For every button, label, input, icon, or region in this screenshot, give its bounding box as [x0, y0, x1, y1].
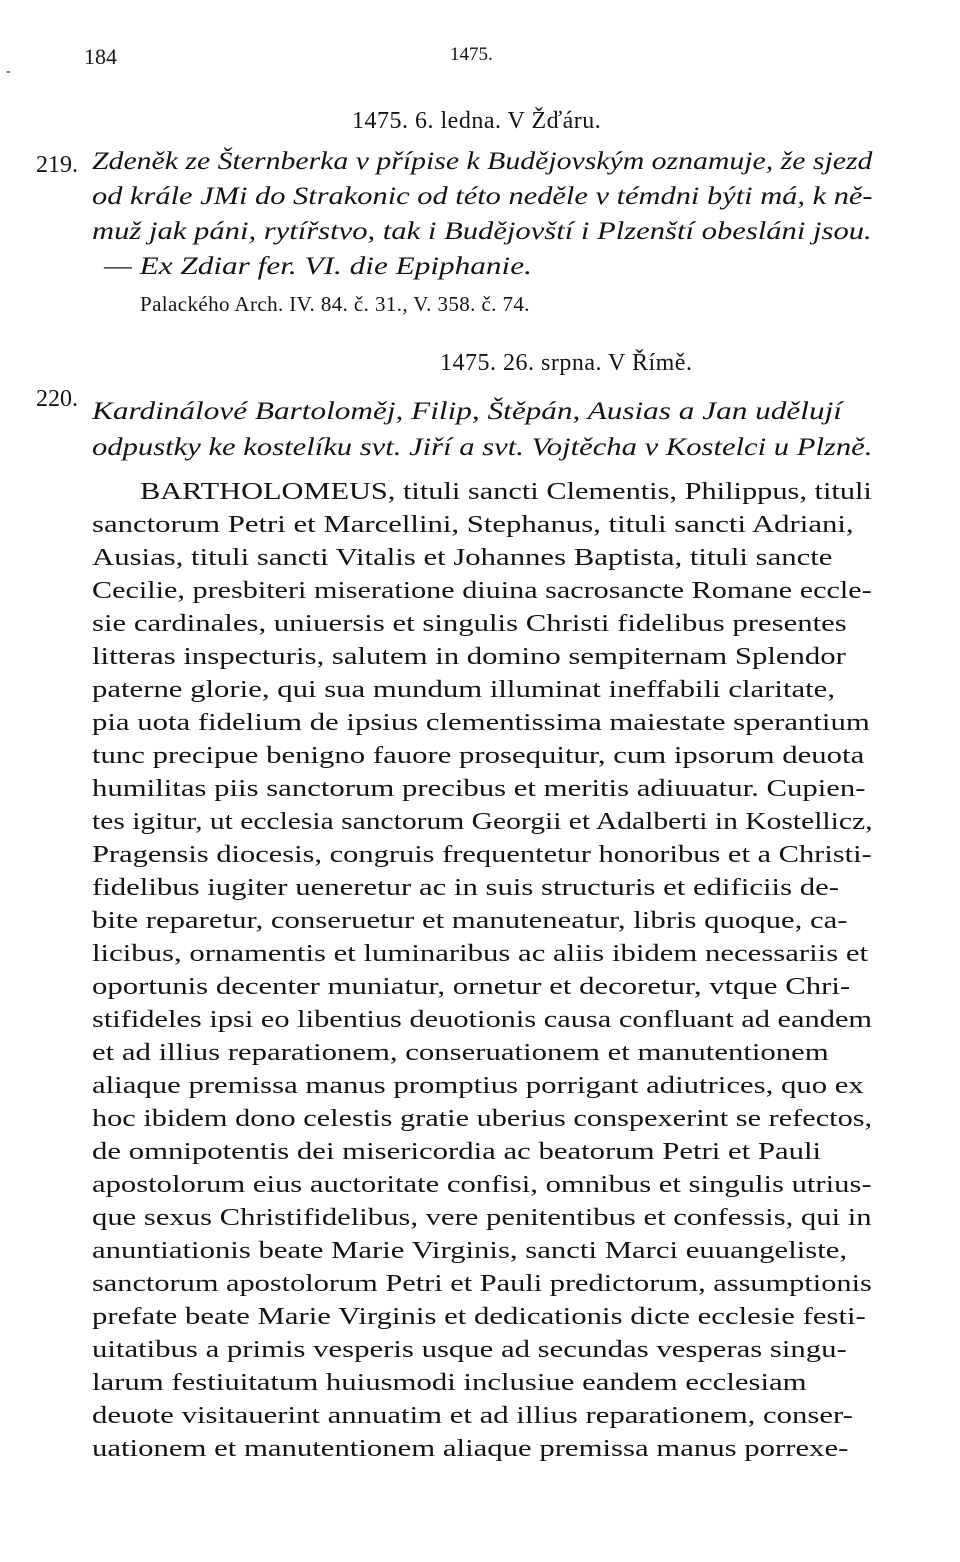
document-text-line: aliaque premissa manus promptius porrigant adiutrices, quo ex [92, 1072, 864, 1099]
entry-220-regest-line: odpustky ke kostelíku svt. Jiří a svt. Vojtěcha v Kostelci u Plzně. [92, 434, 873, 461]
document-text-line: paterne glorie, qui sua mundum illuminat ineffabili claritate, [92, 676, 836, 703]
margin-dash: - [6, 64, 11, 79]
document-text-line: larum festiuitatum huiusmodi inclusiue eandem ecclesiam [92, 1369, 807, 1396]
document-text-line: bite reparetur, conseruetur et manuteneatur, libris quoque, ca- [92, 907, 848, 934]
document-text-line: Pragensis diocesis, congruis frequentetur honoribus et a Christi- [92, 841, 872, 868]
document-text-line: fidelibus iugiter ueneretur ac in suis structuris et edificiis de- [92, 874, 839, 901]
document-text-line: uitatibus a primis vesperis usque ad secundas vesperas singu- [92, 1336, 847, 1363]
entry-219-number: 219. [36, 152, 78, 178]
document-text-line: BARTHOLOMEUS, tituli sancti Clementis, Philippus, tituli [140, 478, 872, 505]
document-text-line: tes igitur, ut ecclesia sanctorum Georgii et Adalberti in Kostellicz, [92, 808, 873, 835]
document-text-line: et ad illius reparationem, conseruationem et manutentionem [92, 1039, 829, 1066]
document-text-line: Ausias, tituli sancti Vitalis et Johannes Baptista, tituli sancte [92, 544, 833, 571]
entry-219-source: Palackého Arch. IV. 84. č. 31., V. 358. č. 74. [140, 292, 530, 316]
document-text-line: deuote visitauerint annuatim et ad illius reparationem, conser- [92, 1402, 853, 1429]
entry-219-date: 1475. 6. ledna. V Žďáru. [352, 108, 602, 134]
document-text-line: apostolorum eius auctoritate confisi, omnibus et singulis utrius- [92, 1171, 872, 1198]
document-text-line: prefate beate Marie Virginis et dedicationis dicte ecclesie festi- [92, 1303, 866, 1330]
entry-219-regest-line: Zdeněk ze Šternberka v přípise k Budějovským oznamuje, že sjezd [92, 148, 873, 175]
document-text-line: anuntiationis beate Marie Virginis, sancti Marci euuangeliste, [92, 1237, 848, 1264]
page-number: 184 [84, 44, 117, 69]
document-text-line: pia uota fidelium de ipsius clementissima maiestate sperantium [92, 709, 870, 736]
document-text-line: litteras inspecturis, salutem in domino sempiternam Splendor [92, 643, 846, 670]
entry-219-regest-line: od krále JMi do Strakonic od této neděle v témdni býti má, k ně- [92, 183, 873, 210]
document-text-line: uationem et manutentionem aliaque premissa manus porrexe- [92, 1435, 849, 1462]
document-text-line: tunc precipue benigno fauore prosequitur, cum ipsorum deuota [92, 742, 865, 769]
entry-220-date: 1475. 26. srpna. V Římě. [440, 350, 693, 376]
document-text-line: hoc ibidem dono celestis gratie uberius conspexerint se refectos, [92, 1105, 873, 1132]
document-text-line: oportunis decenter muniatur, ornetur et decoretur, vtque Chri- [92, 973, 851, 1000]
entry-219-regest-line: — Ex Zdiar fer. VI. die Epiphanie. [104, 253, 532, 280]
entry-220-number: 220. [36, 386, 78, 412]
document-text-line: sanctorum apostolorum Petri et Pauli predictorum, assumptionis [92, 1270, 872, 1297]
entry-220-regest-line: Kardinálové Bartoloměj, Filip, Štěpán, Ausias a Jan udělují [92, 398, 842, 425]
document-text-line: sie cardinales, uniuersis et singulis Christi fidelibus presentes [92, 610, 847, 637]
document-text-line: licibus, ornamentis et luminaribus ac aliis ibidem necessariis et [92, 940, 869, 967]
running-head: 1475. [450, 44, 493, 65]
document-text-line: Cecilie, presbiteri miseratione diuina sacrosancte Romane eccle- [92, 577, 872, 604]
document-text-line: sanctorum Petri et Marcellini, Stephanus, tituli sancti Adriani, [92, 511, 854, 538]
entry-219-regest-line: muž jak páni, rytířstvo, tak i Budějovští i Plzenští obesláni jsou. [92, 218, 872, 245]
document-text-line: stifideles ipsi eo libentius deuotionis causa confluant ad eandem [92, 1006, 873, 1033]
document-text-line: que sexus Christifidelibus, vere penitentibus et confessis, qui in [92, 1204, 872, 1231]
document-text-line: humilitas piis sanctorum precibus et meritis adiuuatur. Cupien- [92, 775, 866, 802]
document-text-line: de omnipotentis dei misericordia ac beatorum Petri et Pauli [92, 1138, 822, 1165]
